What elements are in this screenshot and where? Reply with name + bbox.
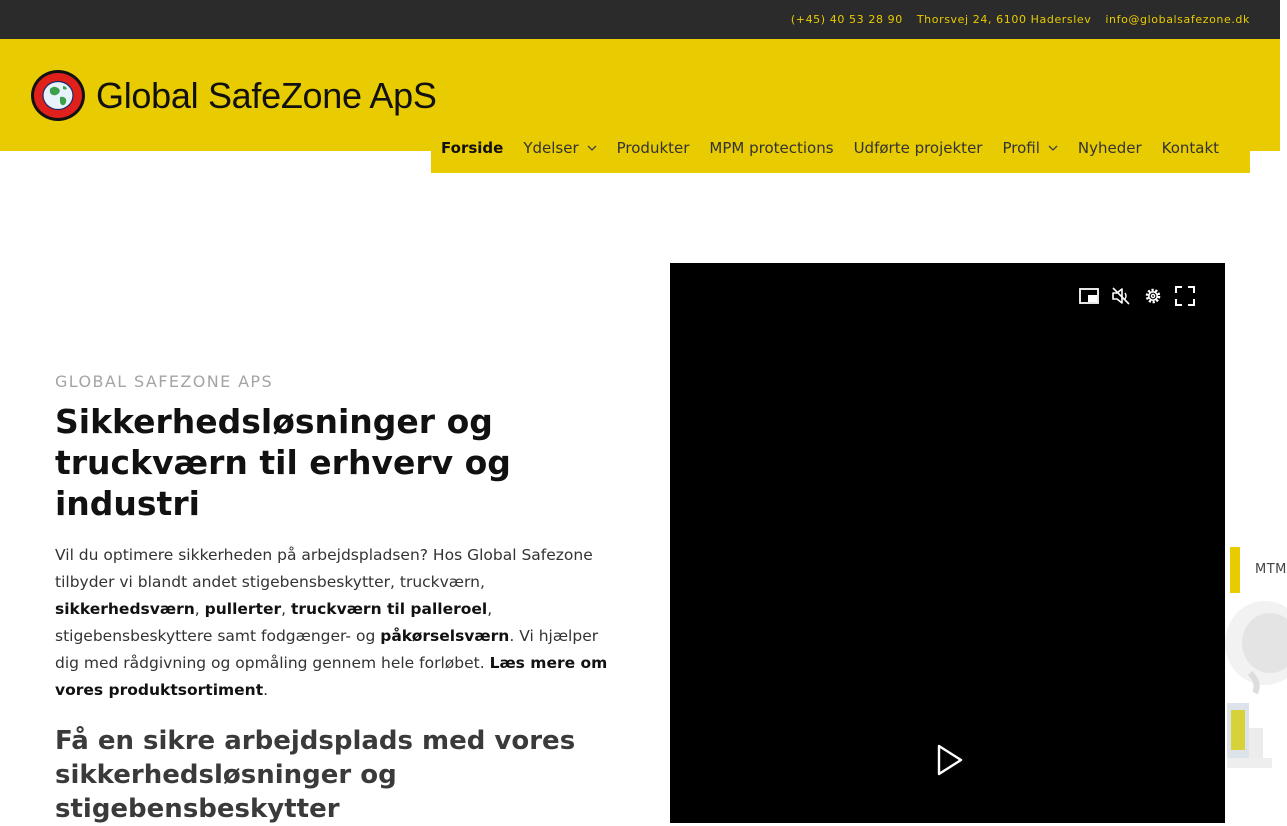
intro-text: . bbox=[263, 681, 269, 699]
nav-item-mpm-protections[interactable] bbox=[709, 126, 833, 170]
globe-icon bbox=[30, 69, 86, 122]
link-truckvaern-palleroel[interactable]: truckværn til palleroel bbox=[291, 600, 488, 618]
link-produktsortiment[interactable]: Læs mere om vores produktsortiment bbox=[55, 654, 608, 699]
fullscreen-icon[interactable] bbox=[1174, 285, 1196, 307]
side-tab-label[interactable]: MTM bbox=[1255, 562, 1287, 577]
picture-in-picture-icon[interactable] bbox=[1078, 285, 1100, 307]
intro-text: , bbox=[281, 600, 291, 618]
email-link[interactable]: info@globalsafezone.dk bbox=[1105, 13, 1250, 26]
main-navigation bbox=[431, 126, 1250, 173]
mute-icon[interactable] bbox=[1110, 285, 1132, 307]
nav-item-label: Kontakt bbox=[1161, 139, 1220, 157]
intro-paragraph bbox=[55, 542, 615, 704]
link-pullerter[interactable]: pullerter bbox=[204, 600, 282, 618]
play-icon[interactable] bbox=[935, 743, 965, 777]
nav-item-ydelser[interactable] bbox=[523, 126, 596, 170]
hero-content bbox=[55, 372, 615, 826]
nav-item-label: Ydelser bbox=[523, 139, 579, 157]
address-link[interactable]: Thorsvej 24, 6100 Haderslev bbox=[916, 13, 1092, 26]
chevron-down-icon bbox=[587, 144, 597, 152]
product-image bbox=[1225, 598, 1280, 788]
link-sikkerhedsvaern[interactable]: sikkerhedsværn bbox=[55, 600, 195, 618]
contact-info bbox=[791, 13, 1250, 26]
page-title: Sikkerhedsløsninger og truckværn til erhverv og industri bbox=[55, 402, 511, 523]
nav-item-produkter[interactable] bbox=[617, 126, 690, 170]
hero-kicker: GLOBAL SAFEZONE APS bbox=[55, 372, 274, 391]
side-accent-tab bbox=[1230, 547, 1240, 593]
nav-item-profil[interactable] bbox=[1002, 126, 1057, 170]
logo-text: Global SafeZone ApS bbox=[96, 74, 437, 116]
nav-item-label: Profil bbox=[1002, 139, 1040, 157]
video-player[interactable] bbox=[670, 263, 1225, 823]
top-contact-bar bbox=[0, 0, 1280, 39]
nav-item-label: MPM protections bbox=[709, 139, 834, 157]
nav-item-nyheder[interactable] bbox=[1078, 126, 1142, 170]
nav-item-label: Forside bbox=[441, 139, 504, 157]
intro-text: . Vi hjælper dig med rådgivning og opmåling gennem hele forløbet. bbox=[55, 627, 599, 672]
nav-item-label: Udførte projekter bbox=[853, 139, 983, 157]
nav-item-forside[interactable] bbox=[441, 126, 503, 170]
nav-item-kontakt[interactable] bbox=[1162, 126, 1219, 170]
intro-text: , bbox=[194, 600, 205, 618]
phone-link[interactable]: (+45) 40 53 28 90 bbox=[790, 13, 903, 26]
nav-item-udforte-projekter[interactable] bbox=[854, 126, 983, 170]
site-logo[interactable] bbox=[30, 69, 437, 122]
intro-text: , stigebensbeskyttere samt fodgænger- og bbox=[55, 600, 493, 645]
section-subtitle: Få en sikre arbejdsplads med vores sikkerhedsløsninger og stigebensbeskytter bbox=[55, 726, 576, 824]
chevron-down-icon bbox=[1048, 144, 1058, 152]
settings-gear-icon[interactable] bbox=[1142, 285, 1164, 307]
nav-item-label: Produkter bbox=[616, 139, 690, 157]
intro-text: Vil du optimere sikkerheden på arbejdspladsen? Hos Global Safezone tilbyder vi blandt andet stigebensbeskytter, truckværn, bbox=[55, 546, 593, 591]
link-pakorselsvaern[interactable]: påkørselsværn bbox=[380, 627, 510, 645]
nav-item-label: Nyheder bbox=[1077, 139, 1142, 157]
